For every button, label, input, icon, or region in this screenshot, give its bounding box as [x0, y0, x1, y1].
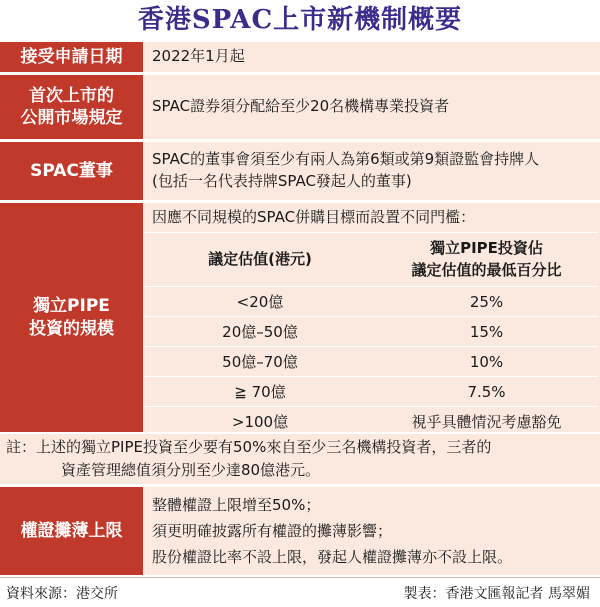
pipe-header-min-pct-line2: 議定估值的最低百分比 [411, 260, 562, 279]
directors-line1: SPAC的董事會須至少有兩人為第6類或第9類證監會持牌人 [152, 150, 540, 169]
market-rule-text: SPAC證券須分配給至少20名機構專業投資者 [152, 97, 450, 116]
row-application-date [0, 42, 600, 72]
label-warrants: 權證攤薄上限 [0, 487, 143, 575]
pipe-header-min-pct-line1: 獨立PIPE投資佔 [430, 238, 543, 257]
value-application-date [143, 42, 600, 72]
footnote-line1: 註：上述的獨立PIPE投資至少要有50%來自至少三名機構投資者，三者的 [6, 438, 492, 456]
pipe-content [143, 203, 600, 432]
warrants-line1: 整體權證上限增至50%； [152, 495, 321, 514]
table-row [145, 286, 598, 316]
valuation-cell: 20億–50億 [222, 323, 298, 341]
label-pipe-line1: 獨立PIPE [33, 296, 110, 317]
min-pct-cell: 15% [469, 322, 504, 341]
application-date-text: 2022年1月起 [152, 47, 245, 66]
footer-credit: 製表：香港文匯報記者 馬翠媚 [403, 585, 590, 602]
table-row [145, 376, 598, 406]
value-warrants [143, 487, 600, 575]
footnote [0, 434, 600, 484]
valuation-cell: 50億–70億 [222, 353, 298, 371]
table-row [145, 316, 598, 346]
label-market-rule [0, 75, 143, 139]
valuation-cell: ≧ 70億 [234, 383, 286, 401]
footer [0, 577, 600, 607]
row-directors [0, 142, 600, 200]
pipe-intro: 因應不同規模的SPAC併購目標而設置不同門檻： [152, 208, 476, 226]
min-pct-cell: 25% [469, 292, 504, 311]
min-pct-cell: 7.5% [467, 382, 506, 401]
footer-source: 資料來源：港交所 [6, 585, 118, 602]
label-market-rule-line1: 首次上市的 [29, 85, 114, 106]
label-pipe [0, 203, 143, 432]
label-market-rule-line2: 公開市場規定 [20, 108, 123, 128]
pipe-header-valuation: 議定估值(港元) [208, 249, 312, 268]
label-application-date: 接受申請日期 [0, 42, 143, 72]
directors-line2: (包括一名代表持牌SPAC發起人的董事) [152, 172, 412, 190]
page-title: 香港SPAC上市新機制概要 [137, 5, 463, 35]
value-market-rule [143, 75, 600, 139]
label-pipe-line2: 投資的規模 [29, 318, 114, 339]
pipe-table [145, 232, 598, 436]
pipe-table-header [145, 232, 598, 286]
pipe-header-min-pct [375, 238, 598, 282]
row-pipe [0, 203, 600, 432]
row-warrants [0, 487, 600, 575]
warrants-line3: 股份權證比率不設上限，發起人權證攤薄亦不設上限。 [152, 548, 513, 567]
valuation-cell: >100億 [231, 413, 289, 431]
table-row [145, 346, 598, 376]
footnote-line2: 資產管理總值須分別至少達80億港元。 [61, 460, 321, 479]
label-directors: SPAC董事 [0, 142, 143, 200]
min-pct-cell: 10% [469, 352, 504, 371]
min-pct-cell: 視乎具體情況考慮豁免 [411, 413, 562, 431]
value-directors [143, 142, 600, 200]
warrants-line2: 須更明確披露所有權證的攤薄影響； [152, 521, 393, 540]
valuation-cell: <20億 [236, 293, 284, 311]
row-market-rule [0, 75, 600, 139]
table-row [145, 406, 598, 436]
